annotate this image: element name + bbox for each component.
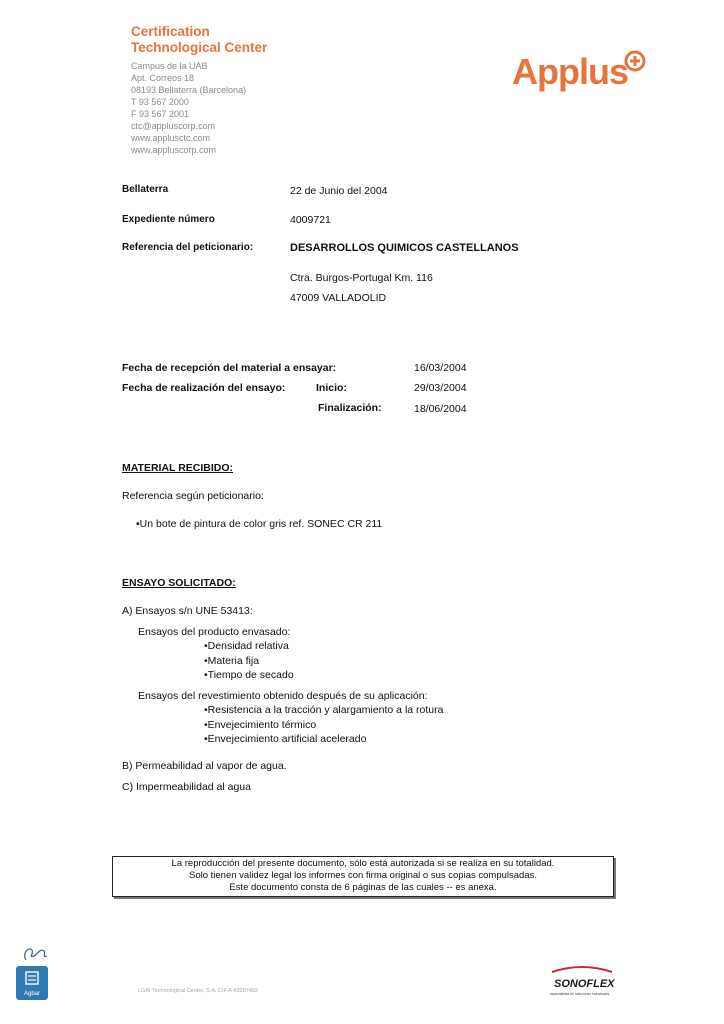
report-date: 22 de Junio del 2004 [290,185,388,197]
coating-tests-label: Ensayos del revestimiento obtenido después de su aplicación: [138,690,428,702]
website-line: www.applusctc.com [131,133,211,143]
signature-scribble [20,942,50,964]
legal-notice-line: La reproducción del presente documento, sólo está autorizada si se realiza en su totalidad. [171,858,555,869]
test-date-label: Fecha de realización del ensayo: [122,382,286,394]
end-label: Finalización: [318,402,382,414]
coating-test-item: •Resistencia a la tracción y alargamiento a la rotura [204,704,444,716]
agbar-label: Agbar [23,991,40,997]
website-line: www.appluscorp.com [131,145,217,155]
address-line: Apt. Correos 18 [131,73,195,83]
agbar-icon [25,971,39,985]
test-b-label: B) Permeabilidad al vapor de agua. [122,760,287,772]
start-date: 29/03/2004 [414,382,467,394]
email-line: ctc@appluscorp.com [131,121,216,131]
legal-notice-box [112,856,614,897]
sonoflex-logo [542,962,622,998]
client-address-line1: Ctra. Burgos-Portugal Km. 116 [290,272,433,284]
file-number: 4009721 [290,214,331,226]
org-name-line1: Certification [131,24,210,39]
company-registry: LGAI Technological Center, S.A. CIF A-63207492 [138,988,259,994]
legal-notice-line: Este documento consta de 6 páginas de las cuales -- es anexa. [229,882,497,893]
phone-line: T 93 567 2000 [131,97,189,107]
sonoflex-logo-text: SONOFLEX [554,978,615,990]
packaged-test-item: •Densidad relativa [204,640,289,652]
agbar-badge [16,966,48,1000]
client-address-line2: 47009 VALLADOLID [290,292,387,304]
org-name [131,24,267,56]
place-label: Bellaterra [122,184,169,195]
fax-line: F 93 567 2001 [131,109,190,119]
packaged-test-item: •Tiempo de secado [204,669,294,681]
start-label: Inicio: [316,382,347,394]
client-label: Referencia del peticionario: [122,242,254,253]
sonoflex-tagline: especialistas en soluciones industriales [550,992,610,996]
client-name: DESARROLLOS QUIMICOS CASTELLANOS [290,242,519,254]
reception-date: 16/03/2004 [414,362,467,374]
file-number-label: Expediente número [122,214,215,225]
material-heading: MATERIAL RECIBIDO: [122,462,234,474]
coating-test-item: •Envejecimiento artificial acelerado [204,733,367,745]
end-date: 18/06/2004 [414,403,467,415]
applus-logo [512,46,652,94]
test-c-label: C) Impermeabilidad al agua [122,781,251,793]
packaged-test-item: •Materia fija [204,655,260,667]
packaged-tests-label: Ensayos del producto envasado: [138,626,291,638]
tests-heading: ENSAYO SOLICITADO: [122,577,236,589]
legal-notice-line: Solo tienen validez legal los informes con firma original o sus copias compulsadas. [189,870,537,881]
address-line: 08193 Bellaterra (Barcelona) [131,85,247,95]
test-a-label: A) Ensayos s/n UNE 53413: [122,605,253,617]
material-reference-label: Referencia según peticionario: [122,490,264,502]
applus-logo-text: Applus [512,51,628,92]
org-address [131,60,246,156]
material-item: •Un bote de pintura de color gris ref. SONEC CR 211 [136,518,383,530]
coating-test-item: •Envejecimiento térmico [204,719,317,731]
reception-date-label: Fecha de recepción del material a ensayar: [122,362,337,374]
org-name-line2: Technological Center [131,40,268,55]
address-line: Campus de la UAB [131,61,208,71]
